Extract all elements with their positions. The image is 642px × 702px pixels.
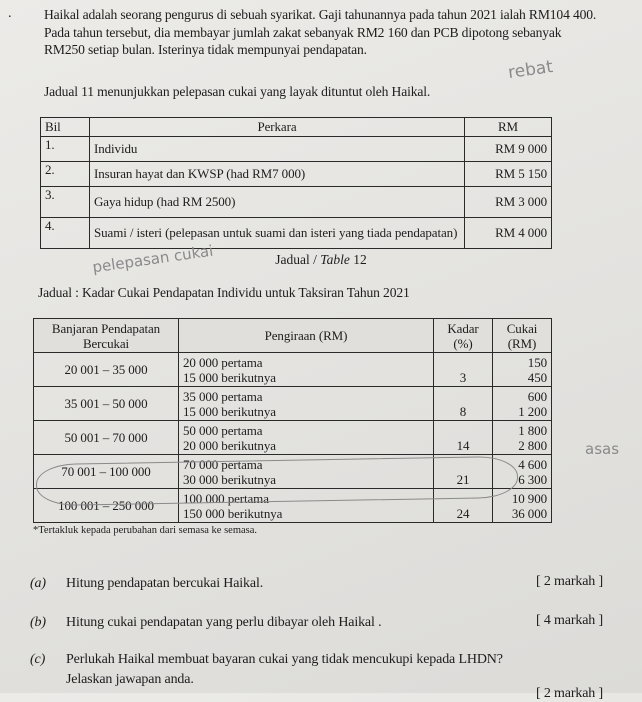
range: 50 001 – 70 000 [64,430,148,445]
row-amount: RM 3 000 [465,187,552,218]
row-item: Gaya hidup (had RM 2500) [90,187,465,218]
table-row [41,137,552,162]
header-rate: Kadar (%) [434,319,493,353]
calc-next: 150 000 berikutnya [183,505,283,521]
tax-first: 4 600 [518,456,547,472]
table-intro: Jadual 11 menunjukkan pelepasan cukai yang layak dituntut oleh Haikal. [44,84,431,99]
tax-first: 150 [527,354,547,370]
question-marks: [ 2 markah ] [536,574,604,589]
calc-next: 15 000 berikutnya [183,403,276,419]
header-rm: RM [465,118,552,137]
table-row [41,218,552,249]
question-b [30,615,381,631]
row-amount: RM 5 150 [465,162,552,187]
calc-next: 15 000 berikutnya [183,369,276,385]
tax-cell [493,353,552,387]
row-item: Individu [90,137,465,162]
rate-cell [434,387,493,421]
tax-cell [493,421,552,455]
question-marks: [ 2 markah ] [536,686,604,701]
table-header-row [34,319,552,353]
table-row [34,353,552,387]
question-a [30,576,263,592]
tax-next: 2 800 [518,437,547,453]
table-row [41,162,552,187]
row-no: 1. [41,137,90,162]
handwritten-circle [36,456,519,506]
range-cell [34,421,179,455]
tax-cell [493,387,552,421]
tax-table-title: Jadual : Kadar Cukai Pendapatan Individu untuk Taksiran Tahun 2021 [38,285,410,300]
rate: 14 [456,437,470,453]
calc-first: 70 000 pertama [183,456,263,472]
question-c [30,652,503,668]
table-row [34,421,552,455]
rate: 21 [456,471,470,487]
calc-first: 50 000 pertama [183,422,263,438]
tax-next: 1 200 [518,403,547,419]
caption-italic: Table [320,252,350,267]
question-text-continued: Jelaskan jawapan anda. [66,672,194,687]
row-item: Insuran hayat dan KWSP (had RM7 000) [90,162,465,187]
range-cell [34,353,179,387]
table-row [41,187,552,218]
header-tax: Cukai (RM) [493,319,552,353]
question-label: (b) [30,615,46,630]
tax-next: 450 [527,369,547,385]
range-cell [34,387,179,421]
table-header-row [41,118,552,137]
calc-first: 35 000 pertama [183,388,263,404]
range: 100 001 – 250 000 [58,498,154,513]
rate-cell [434,421,493,455]
row-item: Suami / isteri (pelepasan untuk suami dan isteri yang tiada pendapatan) [90,218,465,249]
calc-next: 30 000 berikutnya [183,471,276,487]
handwritten-note: rebat [506,56,555,84]
caption-suffix: 12 [349,252,367,267]
calc-next: 20 000 berikutnya [183,437,276,453]
caption-prefix: Jadual / [275,252,321,267]
row-amount: RM 9 000 [465,137,552,162]
rate-cell [434,353,493,387]
calc-cell [179,387,434,421]
tax-first: 10 900 [511,490,547,506]
question-label: (a) [30,576,46,591]
header-perkara: Perkara [90,118,465,137]
tax-next: 6 300 [518,471,547,487]
range: 20 001 – 35 000 [64,362,148,377]
calc-first: 100 000 pertama [183,490,269,506]
table-row [34,387,552,421]
header-range: Banjaran Pendapatan Bercukai [34,319,179,353]
row-amount: RM 4 000 [465,218,552,249]
tax-first: 1 800 [518,422,547,438]
relief-table [40,117,552,249]
rate: 24 [456,505,470,521]
header-bil: Bil [41,118,90,137]
tax-first: 600 [527,388,547,404]
question-paragraph: Haikal adalah seorang pengurus di sebuah syarikat. Gaji tahunannya pada tahun 2021 ialah RM104 400. Pada tahun tersebut, dia membayar jumlah zakat sebanyak RM2 160 dan PCB dipotong sebanyak RM250 setiap bulan. Isterinya tidak mempunyai pendapatan. [44,7,597,57]
question-label: (c) [30,652,46,667]
handwritten-note: pelepasan cukai [91,241,215,277]
rate: 3 [459,369,467,385]
question-text: Hitung pendapatan bercukai Haikal. [66,576,264,591]
footnote: *Tertakluk kepada perubahan dari semasa ke semasa. [33,525,258,536]
calc-cell [179,421,434,455]
calc-first: 20 000 pertama [183,354,263,370]
tax-next: 36 000 [511,505,547,521]
question-text: Hitung cukai pendapatan yang perlu dibayar oleh Haikal . [66,615,382,630]
row-no: 4. [41,218,90,249]
row-no: 2. [41,162,90,187]
header-calc: Pengiraan (RM) [179,319,434,353]
question-marks: [ 4 markah ] [536,613,604,628]
question-number: . [8,6,12,21]
calc-cell [179,353,434,387]
range: 35 001 – 50 000 [64,396,148,411]
question-text: Perlukah Haikal membuat bayaran cukai yang tidak mencukupi kepada LHDN? [66,652,503,667]
rate: 8 [459,403,467,419]
range: 70 001 – 100 000 [61,464,151,479]
handwritten-note: asas [585,440,620,458]
row-no: 3. [41,187,90,218]
